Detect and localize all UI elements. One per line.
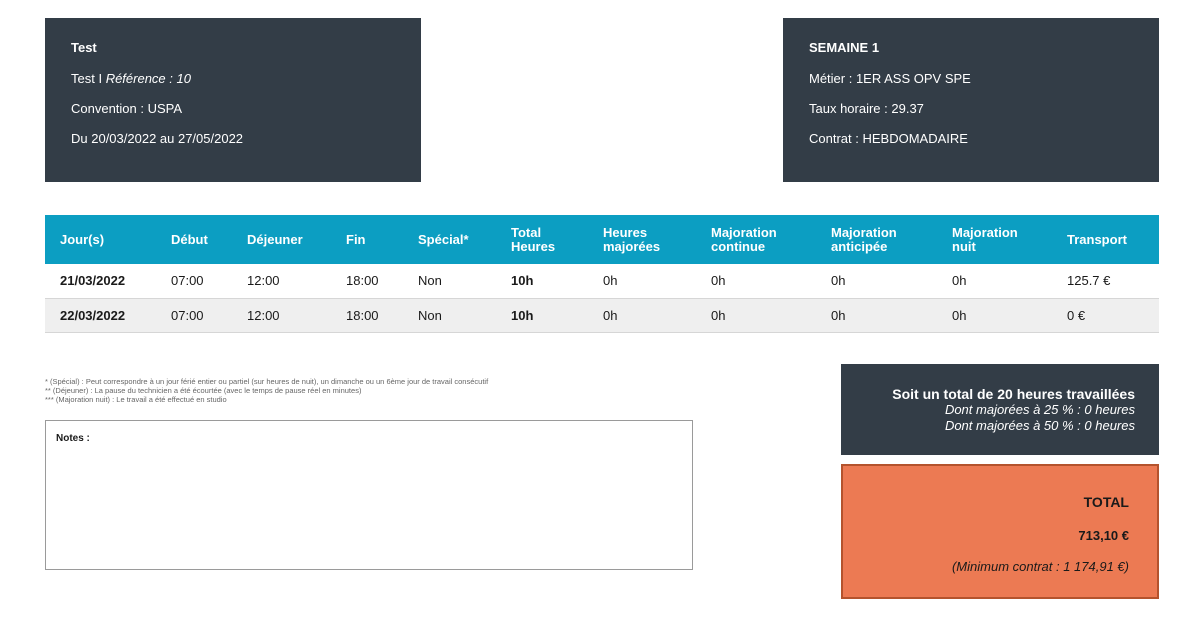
mission-period: Du 20/03/2022 au 27/05/2022 [71, 131, 244, 146]
week-contrat: Contrat : HEBDOMADAIRE [809, 131, 968, 146]
cell-fin: 18:00 [331, 298, 403, 332]
cell-dejeuner: 12:00 [232, 264, 331, 298]
week-taux-horaire: Taux horaire : 29.37 [809, 101, 924, 116]
cell-fin: 18:00 [331, 264, 403, 298]
cell-majoration-anticipee: 0h [816, 264, 937, 298]
hours-summary-box [841, 364, 1159, 455]
total-label: TOTAL [1083, 494, 1129, 510]
mission-title: Test [71, 40, 97, 55]
header-total-heures: Total Heures [496, 215, 588, 264]
footnote-special: * (Spécial) : Peut correspondre à un jour férié entier ou partiel (sur heures de nuit), un dimanche ou un 6ème jour de travail consécutif [45, 377, 489, 386]
cell-heures-majorees: 0h [588, 264, 696, 298]
hours-table [45, 215, 1159, 333]
cell-jour: 21/03/2022 [45, 264, 156, 298]
notes-label: Notes : [56, 433, 90, 444]
cell-majoration-continue: 0h [696, 298, 816, 332]
footnote-dejeuner: ** (Déjeuner) : La pause du technicien a été écourtée (avec le temps de pause réel en minutes) [45, 386, 362, 395]
mission-reference [71, 71, 395, 86]
cell-jour: 22/03/2022 [45, 298, 156, 332]
table-row [45, 298, 1159, 332]
total-amount: 713,10 € [1078, 528, 1129, 543]
header-majoration-anticipee: Majoration anticipée [816, 215, 937, 264]
cell-majoration-nuit: 0h [937, 298, 1052, 332]
table-row [45, 264, 1159, 298]
header-dejeuner: Déjeuner [232, 215, 331, 264]
summary-majored-50: Dont majorées à 50 % : 0 heures [944, 418, 1135, 433]
cell-transport: 0 € [1052, 298, 1159, 332]
table-header-row [45, 215, 1159, 264]
cell-transport: 125.7 € [1052, 264, 1159, 298]
mission-reference-prefix: Test I [71, 71, 106, 86]
week-title: SEMAINE 1 [809, 40, 880, 55]
header-jours: Jour(s) [45, 215, 156, 264]
cell-debut: 07:00 [156, 264, 232, 298]
cell-majoration-continue: 0h [696, 264, 816, 298]
cell-special: Non [403, 298, 496, 332]
total-minimum-contrat: (Minimum contrat : 1 174,91 €) [951, 559, 1129, 574]
notes-box[interactable] [45, 420, 693, 570]
cell-majoration-nuit: 0h [937, 264, 1052, 298]
total-box [841, 464, 1159, 599]
cell-special: Non [403, 264, 496, 298]
header-majoration-continue: Majoration continue [696, 215, 816, 264]
cell-majoration-anticipee: 0h [816, 298, 937, 332]
header-heures-majorees: Heures majorées [588, 215, 696, 264]
week-info-box [783, 18, 1159, 182]
cell-dejeuner: 12:00 [232, 298, 331, 332]
summary-total-hours: Soit un total de 20 heures travaillées [892, 386, 1135, 402]
mission-convention: Convention : USPA [71, 101, 183, 116]
cell-total-heures: 10h [496, 264, 588, 298]
cell-debut: 07:00 [156, 298, 232, 332]
cell-total-heures: 10h [496, 298, 588, 332]
week-metier: Métier : 1ER ASS OPV SPE [809, 71, 971, 86]
header-majoration-nuit: Majoration nuit [937, 215, 1052, 264]
header-transport: Transport [1052, 215, 1159, 264]
cell-heures-majorees: 0h [588, 298, 696, 332]
header-fin: Fin [331, 215, 403, 264]
footnotes [45, 377, 685, 404]
summary-majored-25: Dont majorées à 25 % : 0 heures [944, 402, 1135, 417]
footnote-nuit: *** (Majoration nuit) : Le travail a été effectué en studio [45, 395, 227, 404]
header-debut: Début [156, 215, 232, 264]
mission-info-box [45, 18, 421, 182]
mission-reference-value: Référence : 10 [105, 71, 191, 86]
header-special: Spécial* [403, 215, 496, 264]
